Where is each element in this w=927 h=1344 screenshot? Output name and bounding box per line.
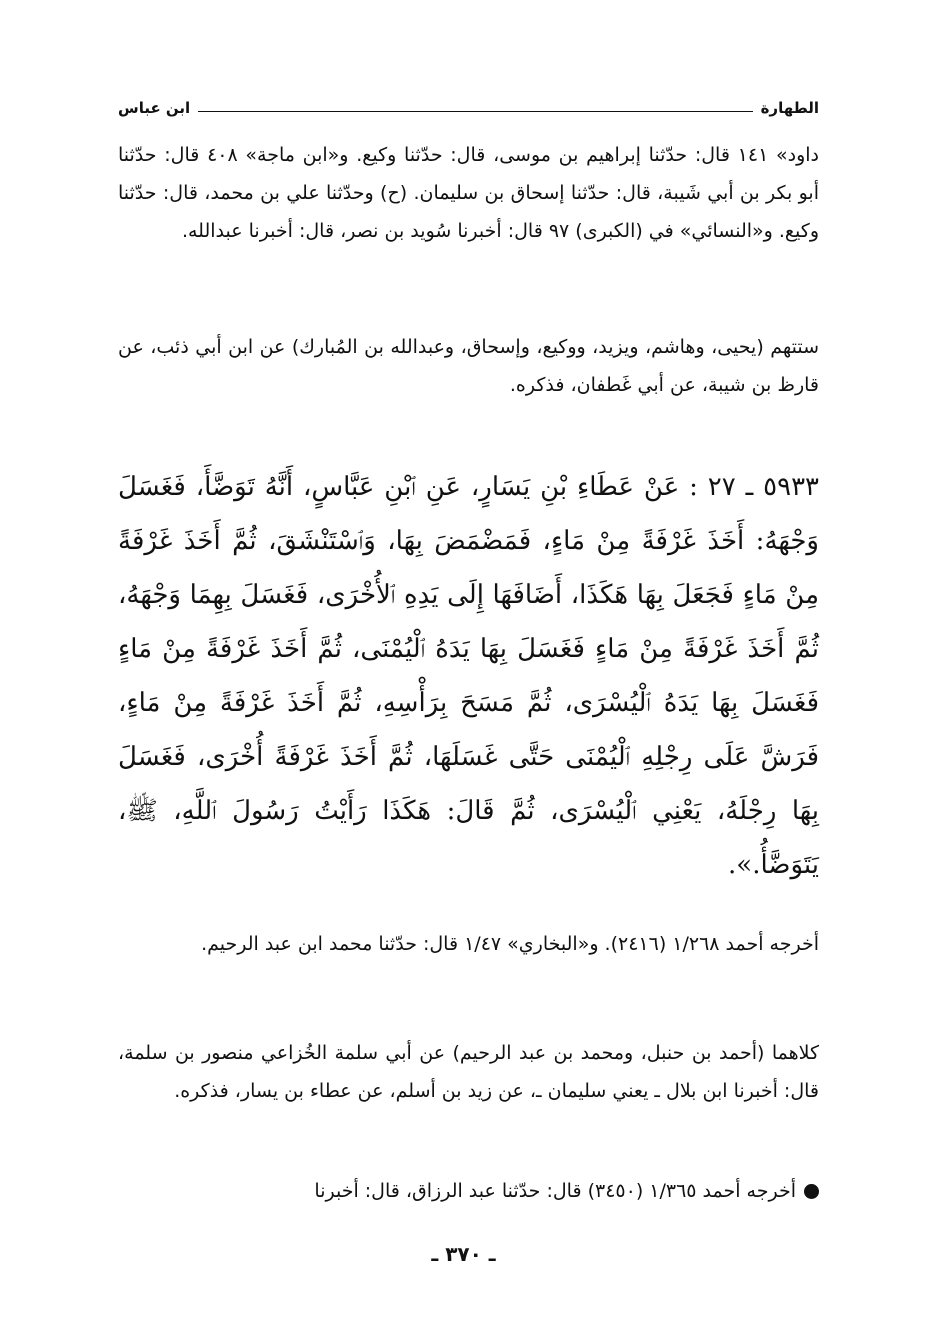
sources-paragraph: [118, 136, 819, 250]
running-header: [118, 94, 819, 122]
hadith-text: : عَنْ عَطَاءِ بْنِ يَسَارٍ، عَنِ ٱبْنِ عَبَّاسٍ، أَنَّهُ تَوَضَّأَ، فَغَسَلَ وَجْهَهُ: أَخَذَ غَرْفَةً مِنْ مَاءٍ، فَمَضْمَضَ بِهَا، وَٱسْتَنْشَقَ، ثُمَّ أَخَذَ غَرْفَةً مِنْ مَاءٍ فَجَعَلَ بِهَا هَكَذَا، أَضَافَهَا إِلَى يَدِهِ ٱلأُخْرَى، فَغَسَلَ بِهِمَا وَجْهَهُ، ثُمَّ أَخَذَ غَرْفَةً مِنْ مَاءٍ فَغَسَلَ بِهَا يَدَهُ ٱلْيُمْنَى، ثُمَّ أَخَذَ غَرْفَةً مِنْ مَاءٍ فَغَسَلَ بِهَا يَدَهُ ٱلْيُسْرَى، ثُمَّ مَسَحَ بِرَأْسِهِ، ثُمَّ أَخَذَ غَرْفَةً مِنْ مَاءٍ، فَرَشَّ عَلَى رِجْلِهِ ٱلْيُمْنَى حَتَّى غَسَلَهَا، ثُمَّ أَخَذَ غَرْفَةً أُخْرَى، فَغَسَلَ بِهَا رِجْلَهُ، يَعْنِي ٱلْيُسْرَى، ثُمَّ قَالَ: هَكَذَا رَأَيْتُ رَسُولَ ٱللَّهِ، ﷺ، يَتَوَضَّأُ.».: [118, 472, 819, 880]
narrators-paragraph-2: [118, 1034, 819, 1110]
hadith-number: ٥٩٣٣ ـ ٢٧: [707, 472, 820, 502]
takhrij-text-2: أخرجه أحمد ١/٣٦٥ (٣٤٥٠) قال: حدّثنا عبد الرزاق، قال: أخبرنا: [314, 1180, 796, 1202]
sources-text: داود» ١٤١ قال: حدّثنا إبراهيم بن موسى، قال: حدّثنا وكيع. و«ابن ماجة» ٤٠٨ قال: حدّثنا أبو بكر بن أبي شَيبة، قال: حدّثنا إسحاق بن سليمان. (ح) وحدّثنا علي بن محمد، قال: حدّثنا وكيع. و«النسائي» في (الكبرى) ٩٧ قال: أخبرنا سُويد بن نصر، قال: أخبرنا عبدالله.: [118, 144, 820, 242]
header-rule: [198, 111, 752, 112]
takhrij-text-2-line: [118, 1172, 819, 1210]
takhrij-paragraph-2: [118, 1172, 819, 1210]
chapter-title: الطهارة: [760, 99, 819, 117]
page-number: ـ ٣٧٠ ـ: [431, 1242, 496, 1266]
takhrij-text: أخرجه أحمد ١/٢٦٨ (٢٤١٦). و«البخاري» ١/٤٧ قال: حدّثنا محمد ابن عبد الرحيم.: [201, 933, 819, 955]
narrators-text: ستتهم (يحيى، وهاشم، ويزيد، ووكيع، وإسحاق، وعبدالله بن المُبارك) عن ابن أبي ذئب، عن قارظ بن شيبة، عن أبي غَطفان، فذكره.: [118, 336, 819, 396]
bullet-icon: [804, 1184, 819, 1199]
narrators-text-2: كلاهما (أحمد بن حنبل، ومحمد بن عبد الرحيم) عن أبي سلمة الخُزاعي منصور بن سلمة، قال: أخبرنا ابن بلال ـ يعني سليمان ـ، عن زيد بن أسلم، عن عطاء بن يسار، فذكره.: [118, 1042, 819, 1102]
narrators-paragraph: [118, 328, 819, 404]
section-title: ابن عباس: [118, 99, 191, 117]
takhrij-paragraph: [118, 925, 819, 963]
hadith-body: [118, 460, 819, 892]
hadith-paragraph: [118, 460, 819, 892]
